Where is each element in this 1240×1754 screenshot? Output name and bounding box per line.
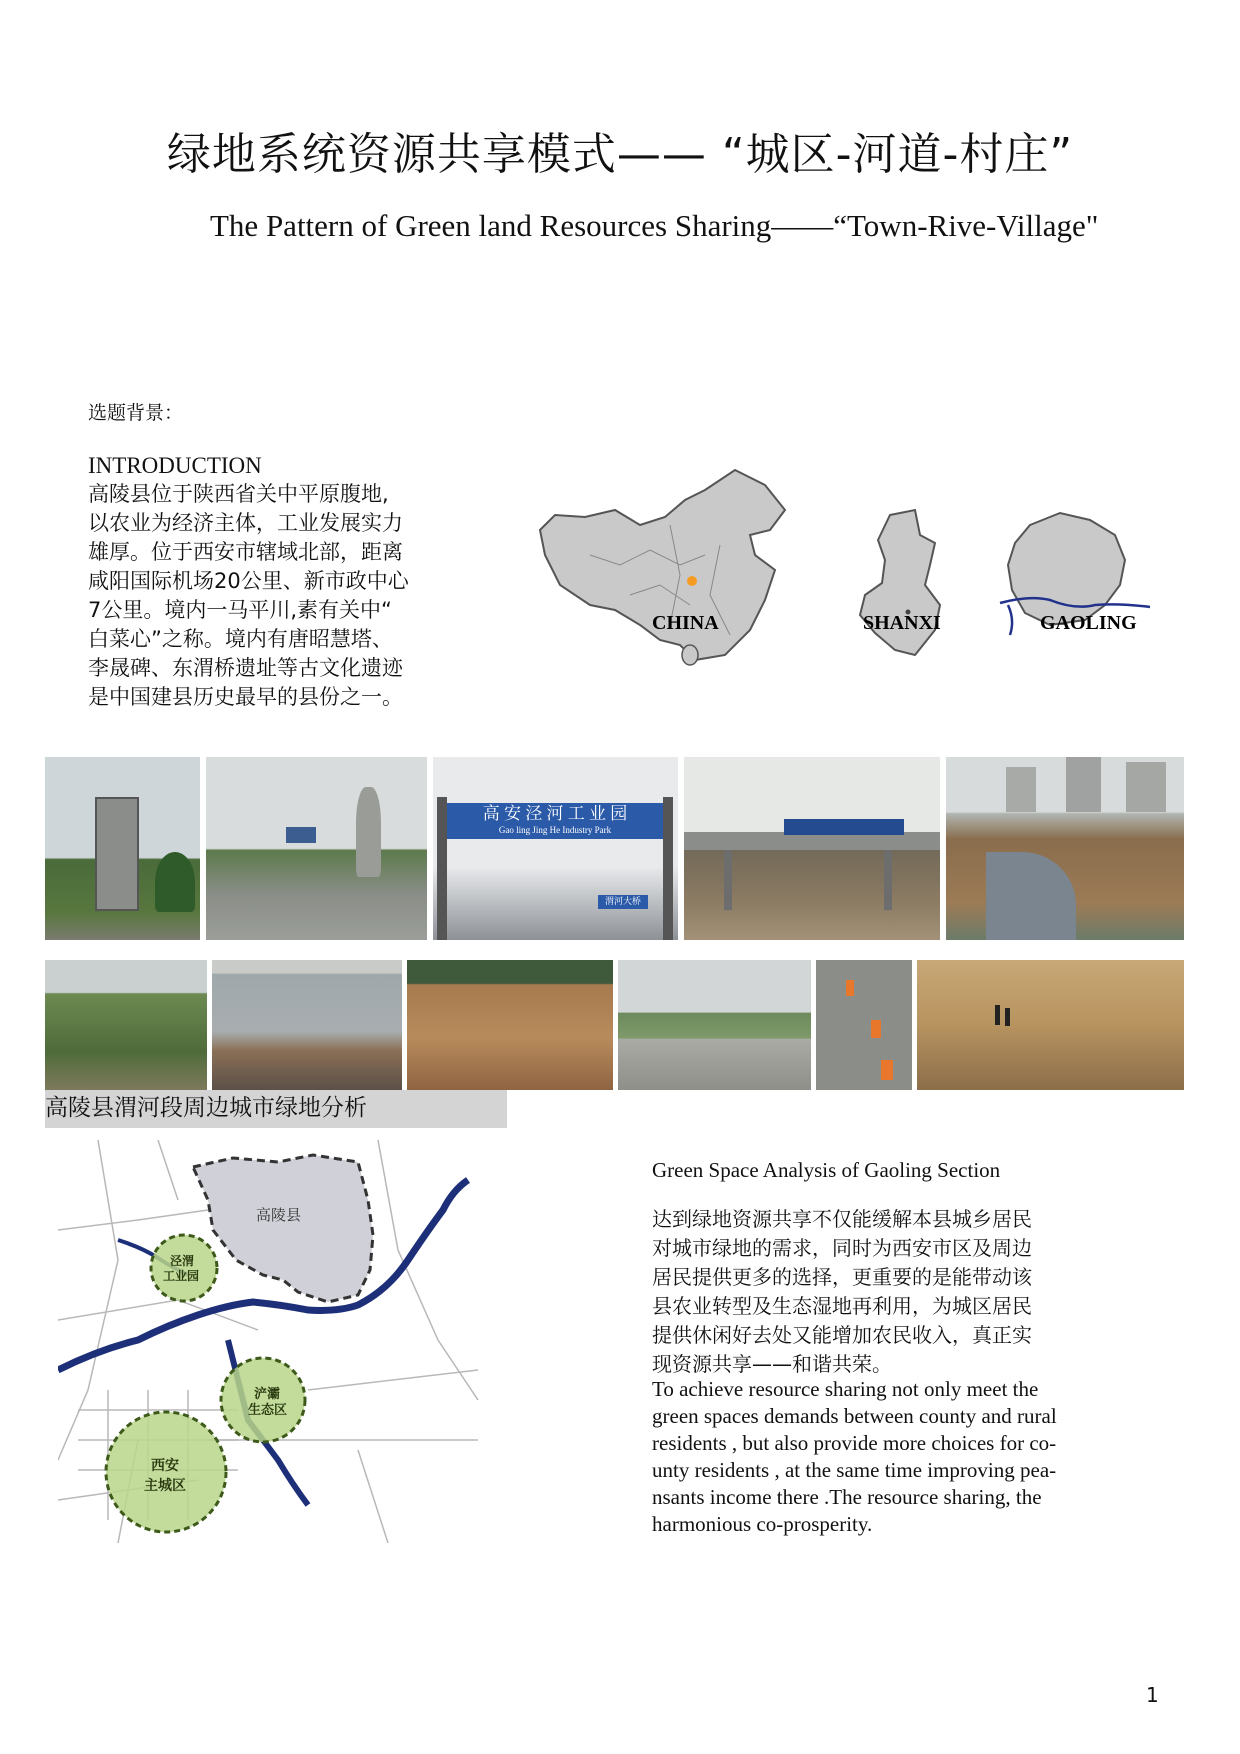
photo-sand-riverbed [917,960,1184,1090]
cn-line: 县农业转型及生态湿地再利用，为城区居民 [652,1294,1032,1318]
cn-line: 对城市绿地的需求，同时为西安市区及周边 [652,1236,1032,1260]
green-analysis-en [652,1376,1142,1538]
background-label: 选题背景： [88,402,184,424]
en-line: To achieve resource sharing not only meet the [652,1377,1039,1401]
gate-sign-subtext: Gao ling Jing He Industry Park [498,825,612,835]
photo-flood-river [407,960,613,1090]
page-title: 绿地系统资源共享模式—— “城区-河道-村庄” [166,129,1074,180]
photo-riverbank-construction [946,757,1184,940]
cn-line: 提供休闲好去处又能增加农民收入，真正实 [652,1323,1032,1347]
green-analysis-heading: Green Space Analysis of Gaoling Section [652,1158,1001,1182]
en-line: harmonious co-prosperity. [652,1512,873,1536]
intro-line: 以农业为经济主体，工业发展实力 [88,511,403,535]
introduction-text [88,480,468,712]
en-line: residents , but also provide more choices for co- [652,1431,1057,1455]
circle2-line1: 浐灞 [254,1387,281,1402]
gaoling-label: GAOLING [1040,612,1137,634]
green-space-analysis-map [58,1140,480,1543]
photo-monument [45,757,200,940]
location-maps [530,455,1170,680]
intro-line: 李晟碑、东渭桥遗址等古文化遗迹 [88,656,403,680]
green-analysis-cn [652,1205,1132,1379]
page-number: 1 [1146,1683,1159,1707]
introduction-heading: INTRODUCTION [88,453,262,478]
gaoling-marker [687,576,697,586]
intro-line: 白菜心”之称。境内有唐昭慧塔、 [88,627,393,651]
photo-bridge-truck [684,757,940,940]
cn-line: 居民提供更多的选择，更重要的是能带动该 [652,1265,1032,1289]
cn-line: 达到绿地资源共享不仅能缓解本县城乡居民 [652,1207,1032,1231]
circle2-line2: 生态区 [248,1403,288,1418]
intro-line: 7公里。境内一马平川,素有关中“ [88,598,392,622]
photo-workers-slope [816,960,912,1090]
gate-sign-text: 高 安 泾 河 工 业 园 [482,804,628,823]
circle-jingwei-industrial [151,1235,217,1301]
intro-line: 咸阳国际机场20公里、新市政中心 [88,569,409,593]
county-label: 高陵县 [256,1206,302,1224]
circle3-line2: 主城区 [144,1478,186,1494]
shanxi-label: SHANXI [863,612,941,634]
en-line: nsants income there .The resource sharing, the [652,1485,1042,1509]
china-label: CHINA [652,612,719,634]
circle3-line1: 西安 [151,1458,179,1474]
china-map [540,470,785,665]
photo-embankment [618,960,811,1090]
photo-industrial-park-gate [433,757,678,940]
photo-river-bank [212,960,402,1090]
cn-line: 现资源共享——和谐共荣。 [652,1352,892,1376]
intro-line: 雄厚。位于西安市辖域北部，距离 [88,540,403,564]
en-line: green spaces demands between county and rural [652,1404,1057,1428]
intro-line: 是中国建县历史最早的县份之一。 [88,685,403,709]
photo-statue-road [206,757,427,940]
circle1-line1: 泾渭 [170,1254,195,1268]
intro-line: 高陵县位于陕西省关中平原腹地, [88,482,389,506]
photo-aerial-village [45,960,207,1090]
page-subtitle: The Pattern of Green land Resources Sharing——“Town-Rive-Village" [210,208,1099,243]
en-line: unty residents , at the same time improving pea- [652,1458,1057,1482]
bridge-sign: 渭河大桥 [598,895,648,909]
circle1-line2: 工业园 [163,1269,200,1283]
section-title: 高陵县渭河段周边城市绿地分析 [45,1095,367,1121]
